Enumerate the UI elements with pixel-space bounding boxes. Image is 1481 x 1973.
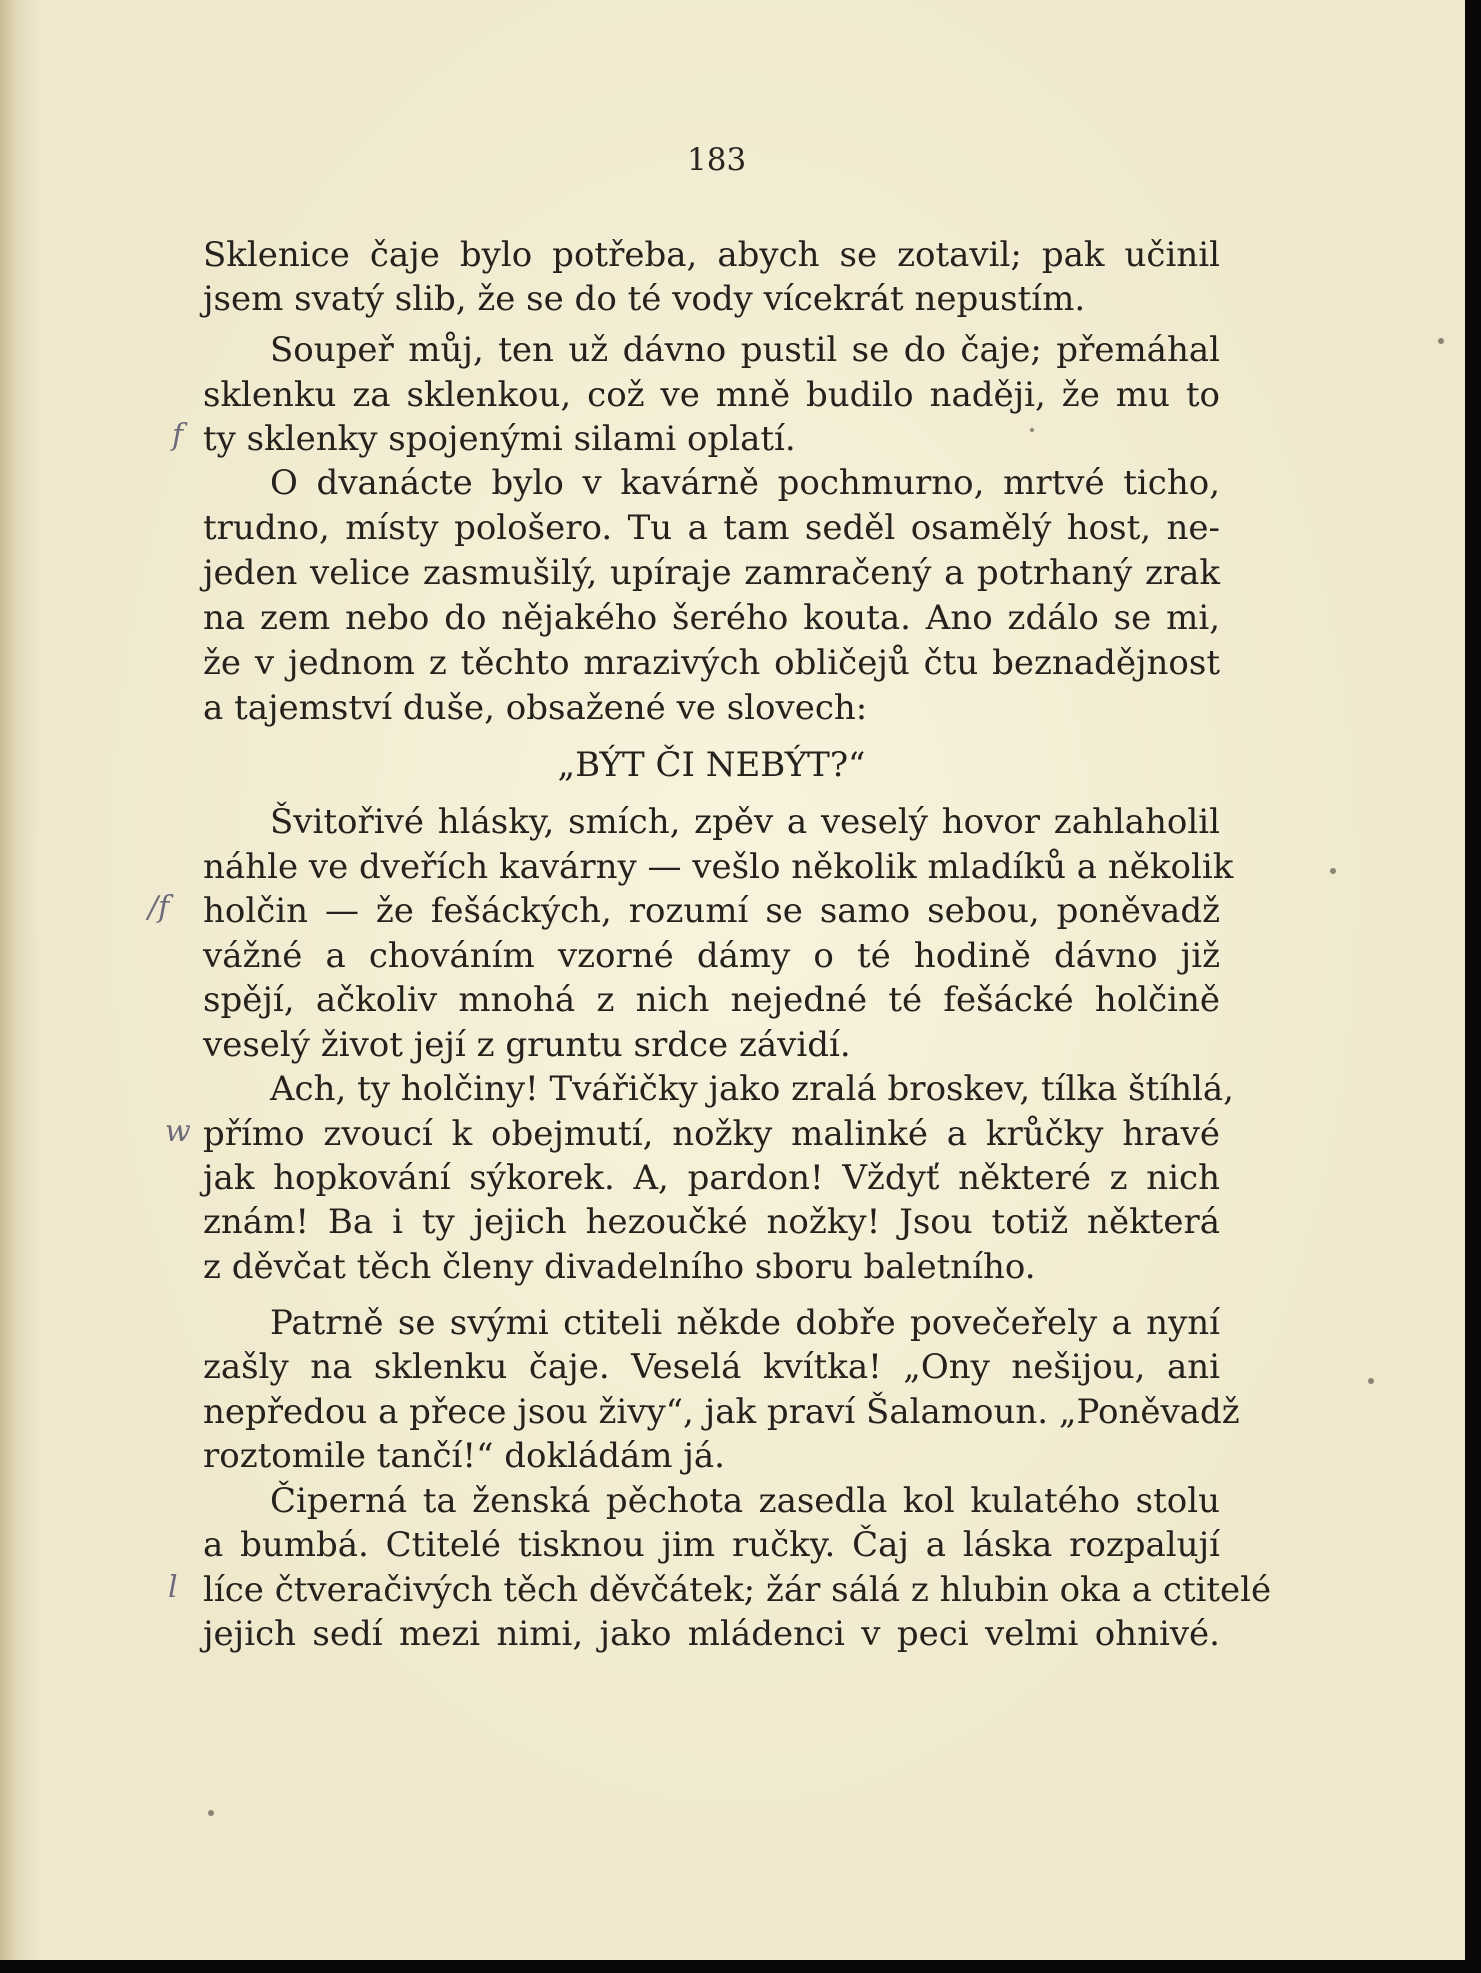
- text-line: líce čtveračivých těch děvčátek; žár sálá z hlubin oka a ctitelé: [203, 1570, 1272, 1610]
- paper-speck: [1030, 428, 1034, 432]
- text-line: roztomile tančí!“ dokládám já.: [203, 1436, 725, 1476]
- margin-annotation: f: [172, 418, 184, 453]
- text-line: na zem nebo do nějakého šerého kouta. Ano zdálo se mi,: [203, 598, 1220, 638]
- text-line: přímo zvoucí k obejmutí, nožky malinké a krůčky hravé: [203, 1114, 1220, 1154]
- text-line: jsem svatý slib, že se do té vody vícekrát nepustím.: [203, 279, 1086, 319]
- paper-speck: [1438, 338, 1444, 344]
- paper-speck: [208, 1810, 214, 1816]
- text-line: a bumbá. Ctitelé tisknou jim ručky. Čaj a láska rozpalují: [203, 1525, 1220, 1565]
- text-line: Švitořivé hlásky, smích, zpěv a veselý hovor zahlaholil: [270, 802, 1220, 842]
- text-line: Čiperná ta ženská pěchota zasedla kol kulatého stolu: [270, 1481, 1220, 1521]
- page-binding-edge: [0, 0, 26, 1960]
- scan-border-bottom: [0, 1960, 1481, 1973]
- page-number: 183: [687, 142, 747, 178]
- text-line: Patrně se svými ctiteli někde dobře povečeřely a nyní: [270, 1303, 1220, 1343]
- centered-quote: „BÝT ČI NEBÝT?“: [557, 745, 866, 785]
- text-line: O dvanácte bylo v kavárně pochmurno, mrtvé ticho,: [270, 463, 1220, 503]
- text-line: holčin — že fešáckých, rozumí se samo sebou, poněvadž: [203, 891, 1220, 931]
- text-line: spějí, ačkoliv mnohá z nich nejedné té fešácké holčině: [203, 980, 1220, 1020]
- text-line: Sklenice čaje bylo potřeba, abych se zotavil; pak učinil: [203, 235, 1220, 275]
- text-line: jejich sedí mezi nimi, jako mládenci v peci velmi ohnivé.: [203, 1614, 1220, 1654]
- text-line: ty sklenky spojenými silami oplatí.: [203, 419, 796, 459]
- text-line: náhle ve dveřích kavárny — vešlo několik mladíků a několik: [203, 847, 1234, 887]
- paper-speck: [1368, 1378, 1374, 1384]
- text-line: zašly na sklenku čaje. Veselá kvítka! „Ony nešijou, ani: [203, 1347, 1220, 1387]
- text-line: nepředou a přece jsou živy“, jak praví Šalamoun. „Poněvadž: [203, 1392, 1240, 1432]
- text-line: Soupeř můj, ten už dávno pustil se do čaje; přemáhal: [270, 330, 1220, 370]
- text-line: sklenku za sklenkou, což ve mně budilo naději, že mu to: [203, 375, 1220, 415]
- margin-annotation: l: [168, 1570, 178, 1605]
- scan-border-right: [1465, 0, 1481, 1973]
- text-line: jak hopkování sýkorek. A, pardon! Vždyť některé z nich: [203, 1158, 1220, 1198]
- margin-annotation: w: [165, 1114, 191, 1149]
- text-line: a tajemství duše, obsažené ve slovech:: [203, 688, 868, 728]
- text-line: znám! Ba i ty jejich hezoučké nožky! Jsou totiž některá: [203, 1202, 1220, 1242]
- text-line: jeden velice zasmušilý, upíraje zamračený a potrhaný zrak: [203, 553, 1220, 593]
- text-line: Ach, ty holčiny! Tvářičky jako zralá broskev, tílka štíhlá,: [270, 1069, 1234, 1109]
- text-line: z děvčat těch členy divadelního sboru baletního.: [203, 1247, 1036, 1287]
- text-line: že v jednom z těchto mrazivých obličejů čtu beznadějnost: [203, 643, 1220, 683]
- text-line: vážné a chováním vzorné dámy o té hodině dávno již: [203, 936, 1220, 976]
- paper-speck: [1330, 868, 1336, 874]
- text-line: trudno, místy pološero. Tu a tam seděl osamělý host, ne-: [203, 508, 1220, 548]
- margin-annotation: /f: [148, 890, 170, 925]
- text-line: veselý život její z gruntu srdce závidí.: [203, 1025, 851, 1065]
